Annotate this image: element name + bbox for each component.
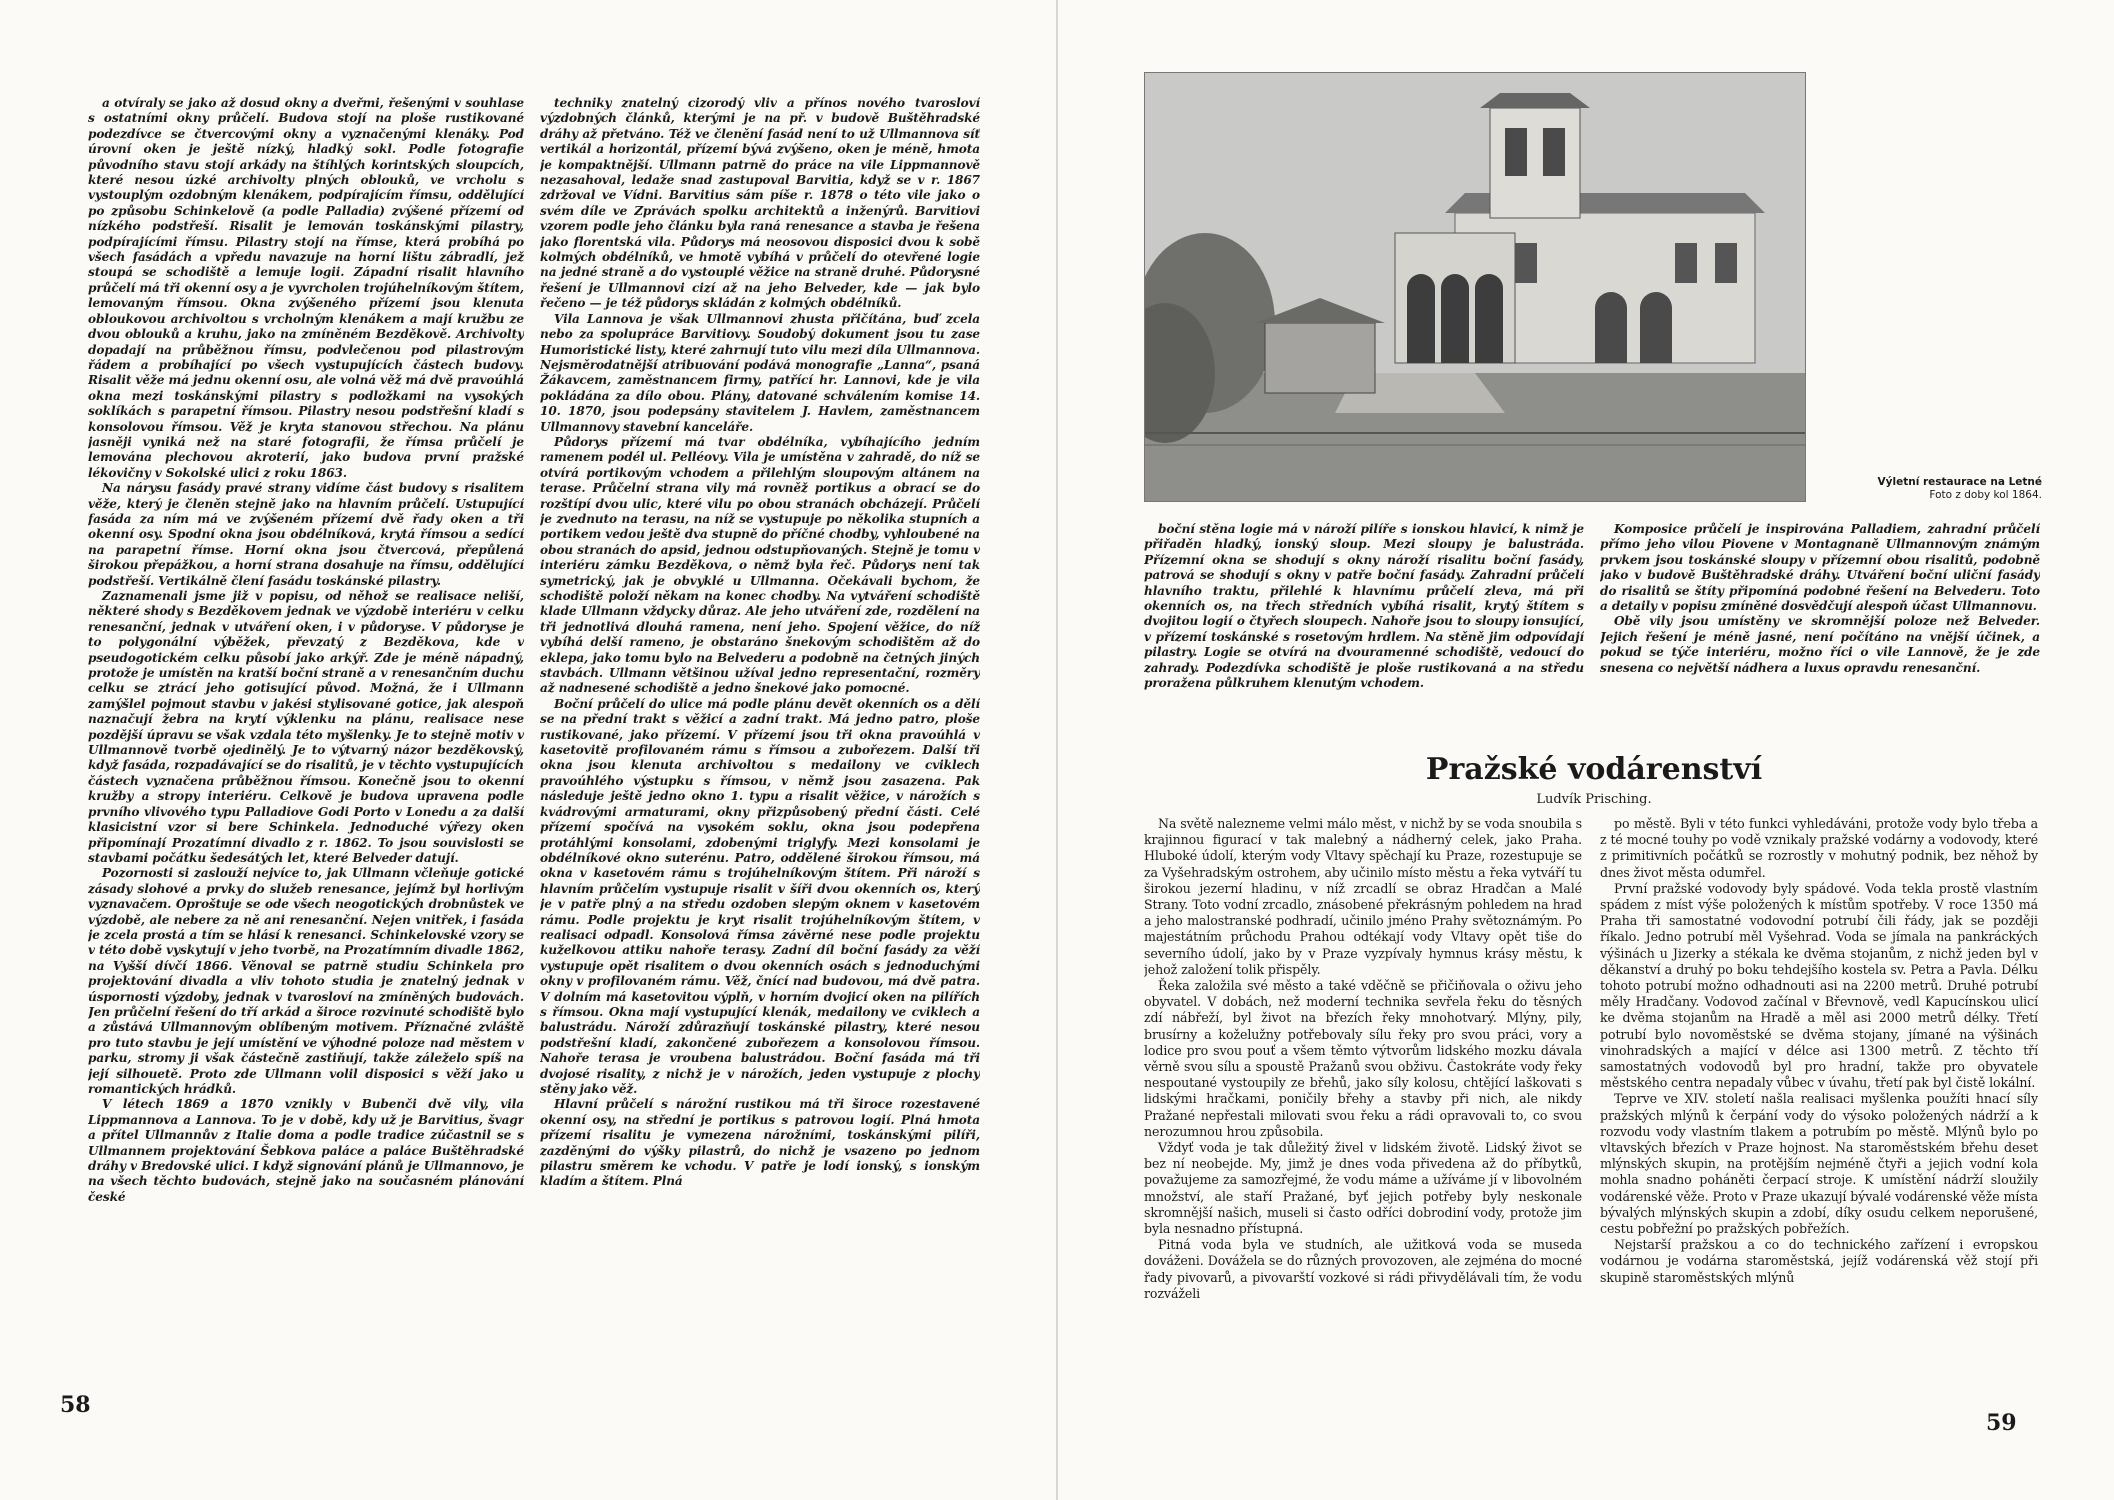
left-column-2: [540, 96, 980, 1386]
paragraph: Pitná voda byla ve studních, ale užitková voda se museda dováženi. Dováželа se do různých provozoven, ale zejména do mocné řady pivovarů, a pivovarští vozkové si rádi přivydělávali tím, že vodu rozváželi: [1144, 1237, 1582, 1301]
paragraph: Na nárysu fasády pravé strany vidíme část budovy s risalitem věže, který je členěn stejně jako na hlavním průčelí. Ustupující fasáda za ním má ve zvýšeném přízemí dvě řady oken a tři okenní osy. Spodní okna jsou obdélníková, krytá římsou a sedící na parapetní římse. Horní okna jsou čtvercová, přepůlená širokou přepážkou, a horní strana dosahuje na římsu, oddělující podstřeší. Vertikálně člení fasádu toskánské pilastry.: [88, 481, 524, 588]
paragraph: a otvíraly se jako až dosud okny a dveřmi, řešenými v souhlase s ostatními okny průčelí. Budova stojí na ploše rustikované podezdívce se čtvercovými okny a vyznačenými klenáky. Pod úrovní oken je ještě nízký, hladký sokl. Podle fotografie původního stavu stojí arkády na štíhlých korintských sloupcích, které nesou úzké archivolty plných oblouků, ve vrcholu s vystouplým ozdobným klenákem, podpírajícím římsu, oddělující po způsobu Schinkelově (a podle Palladia) zvýšené přízemí od nízkého podstřeší. Risalit je lemován toskánskými pilastry, podpírajícími římsu. Pilastry stojí na římse, která probíhá po všech fasádách a vpředu navazuje na horní lištu zábradlí, jež stoupá se schodiště a lemuje logii. Západní risalit hlavního průčelí má tři okenní osy a je vyvrcholen trojúhelníkovým štítem, lemovaným římsou. Okna zvýšeného přízemí jsou klenuta obloukovou archivoltou s vrcholným klenákem a mají kružbu ze dvou oblouků a kruhu, jako na zmíněném Bezděkově. Archivolty dopadají na průběžnou římsu, podvlečenou pod pilastrovým řádem a probíhající po všech vystupujících částech budovy. Risalit věže má jednu okenní osu, ale volná věž má dvě pravoúhlá okna mezi toskánskými pilastry s podložkami na vysokých soklíkách s parapetní římsou. Pilastry nesou podstřešní kladí s konsolovou římsou. Věž je kryta stanovou střechou. Na plánu jasněji vyniká než na staré fotografii, že římsa průčelí je lemována plechovou akroterií, jako budova první pražské lékovičny v Sokolské ulici z roku 1863.: [88, 96, 524, 480]
paragraph: Komposice průčelí je inspirována Palladiem, zahradní průčelí přímo jeho vilou Piovene v Montagnaně Ullmannovým známým prvkem jsou toskánské sloupy v přízemní obou risalitů, podobně jako v budově Buštěhradské dráhy. Utváření boční uliční fasády do risalitů se štíty připomíná podobné řešení na Belvederu. Toto a detaily v popisu zmíněné dosvědčují alespoň účast Ullmannovu.: [1600, 522, 2040, 614]
historic-villa-photo: [1144, 72, 1806, 502]
paragraph: Hlavní průčelí s nárožní rustikou má tři široce rozestavené okenní osy, na střední je portikus s patrovou logií. Plná hmota přízemí risalitu je vymezena nárožními, toskánskými pilíři, zazděnými do výšky pilastrů, do nichž je vsazeno po jednom pilastru směrem ke vchodu. V patře je lodí ionský, s ionským kladím a štítem. Plná: [540, 1097, 980, 1189]
paragraph: techniky znatelný cizorodý vliv a přínos nového tvarosloví výzdobných článků, kterými je na př. v budově Buštěhradské dráhy až přetváno. Též ve členění fasád není to už Ullmannova síť vertikál a horizontál, přízemí bývá zvýšeno, oken je méně, hmota je kompaktnější. Ullmann patrně do práce na vile Lippmannově nezasahoval, ledaže snad zastupoval Barvitia, když se v r. 1867 zdržoval ve Vídni. Barvitius sám píše r. 1878 o této vile jako o svém díle ve Zprávách spolku architektů a inženýrů. Barvitiovi vzorem podle jeho článku byla raná renesance a stavba je řešena jako florentská vila. Půdorys má neosovou disposici dvou k sobě kolmých obdélníků, ve hmotě vybíhá v průčelí do otevřené logie na jedné straně a do vystouplé věžice na straně druhé. Půdorysné řešení je Ullmannovi cizí až na jeho Belveder, kde — jak bylo řečeno — je též půdorys skládán z kolmých obdélníků.: [540, 96, 980, 311]
left-page: [0, 0, 1056, 1500]
paragraph: Vždyť voda je tak důležitý živel v lidském životě. Lidský život se bez ní neobejde. My, jimž je dnes voda přivedena až do příbytků, považujeme za samozřejmé, že vodu máme a užíváme jí v libovolném množství, ale staří Pražané, byť jejich potřeby byly neskonale skromnější našich, museli si často odříci dobrodiní vody, protože jim byla nesnadno přístupná.: [1144, 1140, 1582, 1237]
caption-credit: Foto z doby kol 1864.: [1929, 489, 2042, 501]
villa-illustration: [1145, 73, 1805, 501]
page-number-left: 58: [60, 1392, 91, 1418]
article-title: Pražské vodárenství: [1425, 752, 1763, 787]
paragraph: Na světě nalezneme velmi málo měst, v nichž by se voda snoubila s krajinnou figurací v tak malebný a nádherný celek, jako Praha. Hluboké údolí, kterým vody Vltavy spěchají ku Praze, rozestupuje se za Vyšehradským ostrohem, aby učinilo místo městu a řeka vytváří tu širokou jezerní hladinu, v níž zrcadlí se obraz Hradčan a Malé Strany. Toto vodní zrcadlo, znásobené překrásným pohledem na hrad a jeho malostranské podhradí, učinilo jméno Prahy světoznámým. Po majestátním průchodu Prahou odtékají vody Vltavy opět tiše do severního údolí, jako by v Praze vyzpívaly hymnus krásy městu, k jehož založení tolik přispěly.: [1144, 816, 1582, 977]
paragraph: Teprve ve XIV. století našla realisaci myšlenka použíti hnací síly pražských mlýnů k čerpání vody do výsoko položených nádrží a k rozvodu vody vlastním tlakem a potrubím po městě. Mlýnů bylo po vltavských březích v Praze hojnost. Na staroměstském břehu deset mlýnských skupin, na protějším nejméně čtyři a jejich vodní kola mohla snadno poháněti čerpací stroje. K umístění nádrží sloužily vodárenské věže. Proto v Praze ukazují bývalé vodárenské věže místa bývalých mlýnských skupin a zdobí, díky osudu celkem neporušené, cestu pobřežní po pražských pobřežích.: [1600, 1091, 2038, 1237]
photo-caption: [1842, 476, 2042, 502]
paragraph: po městě. Byli v této funkci vyhledáváni, protože vody bylo třeba a z té mocné touhy po vodě vznikaly pražské vodárny a vodovody, které z primitivních počátků se rozrostly v mohutný podnik, bez něhož by dnes život města odumřel.: [1600, 816, 2038, 880]
paragraph: Obě vily jsou umístěny ve skromnější poloze než Belveder. Jejich řešení je méně jasné, není počítáno na vnější účinek, a pokud se týče interiéru, možno říci o vile Lannově, že je zde snesena co největší nádhera a luxus opravdu renesanční.: [1600, 614, 2040, 675]
article-author: Ludvík Prisching.: [1536, 792, 1652, 807]
caption-title: Výletní restaurace na Letné: [1877, 476, 2042, 488]
right-column-3: [1144, 816, 1582, 1426]
page-number-right: 59: [1986, 1410, 2017, 1436]
paragraph: boční stěna logie má v nároží pilíře s ionskou hlavicí, k nimž je přiřaděn hladký, ionský sloup. Mezi sloupy je balustráda. Přízemní okna se shodují s okny nároží risalitu boční fasády, patrová se shodují s okny v patře boční fasády. Zahradní průčelí hlavního traktu, přilehlé k hlavnímu průčelí zleva, má při okenních os, na třech středních vybíhá risalit, krytý štítem s dvojitou logií o čtyřech sloupech. Nahoře jsou to sloupy ionsující, v přízemí toskánské s rosetovým hrdlem. Na stěně jim odpovídají pilastry. Logie se otvírá na dvouramenné schodiště, vedoucí do zahrady. Podezdívka schodiště je ploše rustikovaná a na středu proražena půlkruhem klenutým vchodem.: [1144, 522, 1584, 691]
paragraph: Řeka založila své město a také vděčně se přičiňovala o oživu jeho obyvatel. V dobách, než moderní technika sevřela řeku do těsných zdí nábřeží, byl život na březích řeky mnohotvarý. Mlýny, pily, brusírny a koželužny potřebovaly sílu řeky pro svou práci, vory a lodice pro svou pouť a všem těmto výtvorům lidského mozku dávala věrně svou sílu a spoustě Pražanů svou obživu. Častokráte vody řeky nespoutané vystoupily ze břehů, jako síly kolosu, chtějící laškovati s lidskými hračkami, poničily břehy a stavby při nich, ale nikdy Pražané nepřestali milovati svou řeku a rádi opravovali to, co svou nerozumnou hrou způsobila.: [1144, 978, 1582, 1139]
paragraph: V létech 1869 a 1870 vznikly v Bubenči dvě vily, vila Lippmannova a Lannova. To je v době, kdy už je Barvitius, švagr a přítel Ullmannův z Italie doma a podle tradice zúčastnil se s Ullmannem projektování Šebkova paláce a paláce Buštěhradské dráhy v Bredovské ulici. I když signování plánů je Ullmannovo, je na všech těchto budovách, stejně jako na současném plánování české: [88, 1097, 524, 1204]
right-column-2: [1600, 522, 2040, 734]
paragraph: Pozornosti si zaslouží nejvíce to, jak Ullmann včleňuje gotické zásady slohové a prvky do služeb renesance, jejímž byl horlivým vyznavačem. Oproštuje se ode všech neogotických drobnůstek ve výzdobě, ale nebere za ně ani renesanční. Nejen vnitřek, i fasáda je zcela prostá a tím se hlásí k renesanci. Schinkelovské vzory se v této době vyskytují v jeho tvorbě, na Prozatímním divadle 1862, na Vyšší dívčí 1866. Věnoval se patrně studiu Schinkela pro projektování divadla a vliv tohoto studia je znatelný jednak v úspornosti výzdoby, jednak v tvarosloví na zmíněných budovách. Jen průčelní řešení do tří arkád a široce rozvinuté schodiště bylo a zůstává Ullmannovým oblíbeným motivem. Příznačné zvláště pro tuto stavbu je její umístění ve výhodné poloze nad městem v parku, stromy ji však částečně zastiňují, takže záleželo spíš na její silhouetě. Proto zde Ullmann volil disposici s věží jako u romantických hrádků.: [88, 866, 524, 1096]
paragraph: Boční průčelí do ulice má podle plánu devět okenních os a dělí se na přední trakt s věžicí a zadní trakt. Má jedno patro, ploše rustikované, jako přízemí. V přízemí jsou tři okna pravoúhlá v kasetovitě profilovaném rámu s římsou a zubořezem. Další tři okna jsou klenuta archivoltou s medailony ve cviklech pravoúhlého výstupku s římsou, v němž jsou zasazena. Pak následuje ještě jedno okno 1. typu a risalit věžice, v nárožích s kvádrovými armaturami, okny přizpůsobený přední části. Celé přízemí spočívá na vysokém soklu, okna jsou podepřena protáhlými konsolami, zdobenými triglyfy. Mezi konsolami je obdélníkové okno suterénu. Patro, oddělené širokou římsou, má okna v kasetovém rámu s trojúhelníkovým štítem. Při nároží s hlavním průčelím vystupuje risalit v šíři dvou okenních os, který je v patře plný a na středu ozdoben slepým oknem v kasetovém rámu. Podle projektu je kryt risalit trojúhelníkovým štítem, v realisaci odpadl. Konsolová římsa závěrné nese podle projektu kuželkovou attiku nahoře terasy. Zadní díl boční fasády za věží vystupuje opět risalitem o dvou okenních osách s jednoduchými okny v profilovaném rámu. Věž, čnící nad budovou, má dvě patra. V dolním má kasetovitou výplň, v horním dvojicí oken na pilířích s římsou. Okna mají vystupující klenák, medailony ve cviklech a balustrádu. Nároží zdůrazňují toskánské pilastry, které nesou podstřešní kladí, zakončené zubořezem a konsolovou římsou. Nahoře terasa je vroubena balustrádou. Boční fasáda má tři dvojosé risality, z nichž je v nárožích, jeden vystupuje z plochy stěny jako věž.: [540, 696, 980, 1096]
paragraph: Půdorys přízemí má tvar obdélníka, vybíhajícího jedním ramenem podél ul. Pelléovy. Vila je umístěna v zahradě, do níž se otvírá portikovým vchodem a přilehlým sloupovým altánem na terase. Průčelní strana vily má rovněž portikus a obrací se do rozštípí dvou ulic, které vilu po obou stranách obcházejí. Průčelí je zvednuto na terasu, na níž se vystupuje po několika stupních a portikem vedou ještě dva stupně do příčné chodby, vyhloubené na obou stranách do apsid, jednou odstupňovaných. Stejně je tomu v interiéru zámku Bezděkova, o němž byla řeč. Půdorys není tak symetrický, jak je obvyklé u Ullmanna. Očekávali bychom, že schodiště položí někam na konec chodby. Na vytváření schodiště klade Ullmann vždycky důraz. Ale jeho utváření zde, rozdělení na tři jednotlivá dlouhá ramena, není jeho. Spojení věžice, do níž vybíhá delší rameno, je obstaráno šnekovým schodištěm až do eklepa, jako tomu bylo na Belvederu a podobně na četných jiných stavbách. Ullmann většinou užíval jedno representační, rozměry až nadnesené schodiště a jedno šnekové jako pomocné.: [540, 434, 980, 696]
right-column-4: [1600, 816, 2038, 1426]
paragraph: Zaznamenali jsme již v popisu, od něhož se realisace neliší, některé shody s Bezděkovem jednak ve výzdobě interiéru v celku renesanční, jednak v utváření oken, i v půdoryse. V půdoryse je to polygonální výběžek, převzatý z Bezděkova, kde v pseudogotickém celku působí jako arkýř. Zde je méně nápadný, protože je umístěn na kratší boční straně a v renesančním duchu celku se ztrácí jeho gotisující původ. Možná, že i Ullmann zamýšlel pojmout stavbu v jakési stylisované gotice, jak alespoň naznačují žebra na krytí výklenku na plánu, realisace nese pozdější úpravu se však vzdala této myšlenky. Je to stejně motiv v Ullmannově tvorbě ojedinělý. Je to výtvarný názor bezděkovský, když fasáda, rozpadávající se do risalitů, je v těchto vystupujících částech vyznačena průběžnou římsou. Konečně jsou to okenní kružby a stropy interiéru. Celkově je budova upravena podle prvního vlivového typu Palladiove Godi Porto v Lonedu a za další klasicistní vzor si bere Schinkela. Jednoduché výřezy oken připomínají Prozatímní divadlo z r. 1862. To jsou souvislosti se stavbami počátku šedesátých let, které Belveder datují.: [88, 589, 524, 865]
left-column-1: [88, 96, 524, 1386]
paragraph: Nejstarší pražskou a co do technického zařízení i evropskou vodárnou je vodárna staroměstská, jejíž vodárenská věž stojí při skupině staroměstských mlýnů: [1600, 1237, 2038, 1285]
paragraph: První pražské vodovody byly spádové. Voda tekla prostě vlastním spádem z míst výše položených k místům spotřeby. V roce 1350 má Praha tři samostatné vodovodní potrubí čili řády, jak se později říkalo. Jedno potrubí měl Vyšehrad. Voda se jímala na pankráckých výšinách u Jizerky a stékala ke dvěma stojanům, z nichž jeden byl v děkanství a druhý po boku tehdejšího kostela sv. Petra a Pavla. Délku tohoto potrubí možno odhadnouti asi na 2200 metrů. Druhé potrubí měly Hradčany. Vodovod začínal v Břevnově, vedl Kapucínskou ulicí ke dvěma stojanům na Hradě a měl asi 2000 metrů délky. Třetí potrubí bylo novoměstské se dvěma stojany, jímané na výšinách vinohradských a mající v délce asi 1300 metrů. Z těchto tří samostatných vodovodů byl pro hradní, takže pro obyvatele městského centra nepadaly vůbec v úvahu, třetí pak byl čistě lokální.: [1600, 880, 2038, 1091]
paragraph: Vila Lannova je však Ullmannovi zhusta přičítána, buď zcela nebo za spoluprácе Barvitiovy. Soudobý dokument jsou tu zase Humoristické listy, které zahrnují tuto vilu mezi díla Ullmannova. Nejsměrodatnější atribuování podává monografie „Lanna“, psaná Žákavcem, zaměstnancem firmy, patřící hr. Lannovi, kde je vila pokládána za dílo obou. Plány, datované schválením komise 14. 10. 1870, jsou podepsány stavitelem J. Havlem, zaměstnancem Ullmannovy stavební kanceláře.: [540, 311, 980, 434]
